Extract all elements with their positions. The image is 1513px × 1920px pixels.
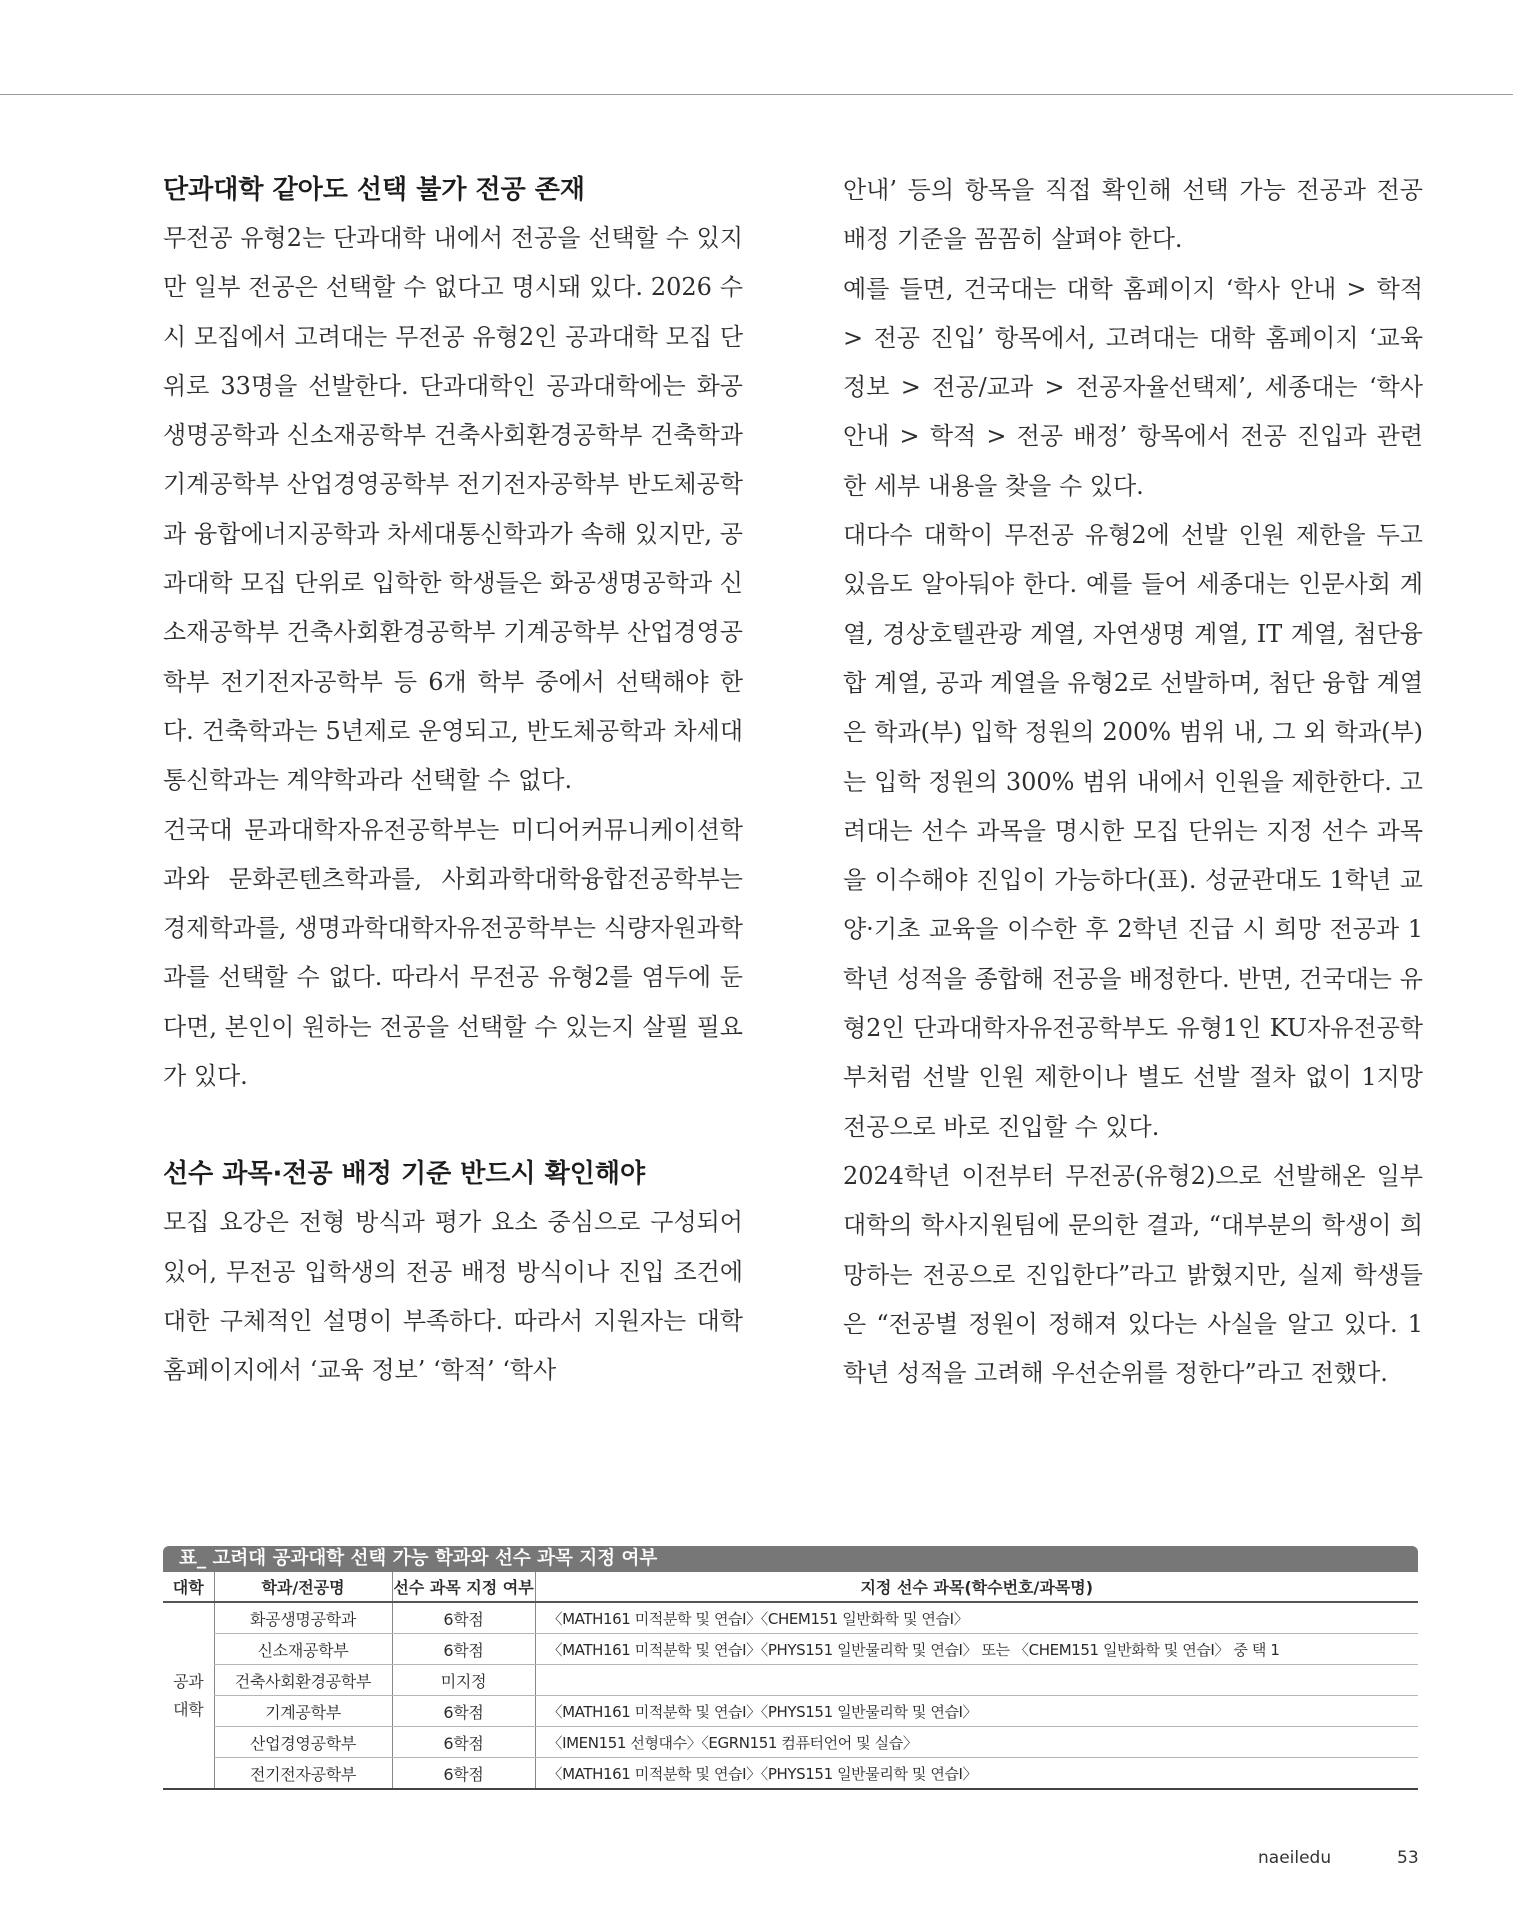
designation-cell: 6학점 — [392, 1696, 535, 1727]
table-row — [163, 1602, 1418, 1634]
top-divider — [0, 94, 1513, 95]
section-gap — [163, 1101, 743, 1150]
page-number: 53 — [1397, 1848, 1419, 1868]
dept-cell: 신소재공학부 — [214, 1634, 392, 1665]
paragraph: 2024학년 이전부터 무전공(유형2)으로 선발해온 일부 대학의 학사지원팀에 문의한 결과, “대부분의 학생이 희망하는 전공으로 진입한다”라고 밝혔지만, 실제 학생들은 “전공별 정원이 정해져 있다는 사실을 알고 있다. 1학년 성적을 고려해 우선순위를 정한다”라고 전했다. — [843, 1161, 1423, 1388]
designation-cell: 6학점 — [392, 1634, 535, 1665]
designation-cell: 6학점 — [392, 1758, 535, 1790]
table-row — [163, 1696, 1418, 1727]
table-row — [163, 1665, 1418, 1696]
table-row — [163, 1758, 1418, 1790]
paragraph: 예를 들면, 건국대는 대학 홈페이지 ‘학사 안내 > 학적 > 전공 진입’ 항목에서, 고려대는 대학 홈페이지 ‘교육 정보 > 전공/교과 > 전공자율선택제’, 세종대는 ‘학사 안내 > 학적 > 전공 배정’ 항목에서 전공 진입과 관련한 세부 내용을 찾을 수 있다. — [843, 274, 1423, 500]
courses-cell: 〈MATH161 미적분학 및 연습Ⅰ〉〈CHEM151 일반화학 및 연습Ⅰ〉 — [535, 1602, 1418, 1634]
paragraph: 안내’ 등의 항목을 직접 확인해 선택 가능 전공과 전공 배정 기준을 꼼꼼히 살펴야 한다. — [843, 176, 1423, 254]
right-column — [843, 166, 1423, 1398]
header-college: 대학 — [163, 1572, 214, 1602]
designation-cell: 6학점 — [392, 1602, 535, 1634]
dept-cell: 건축사회환경공학부 — [214, 1665, 392, 1696]
section-heading-2: 선수 과목·전공 배정 기준 반드시 확인해야 — [163, 1159, 646, 1190]
college-cell: 공과 대학 — [173, 1671, 204, 1719]
courses-cell: 〈MATH161 미적분학 및 연습Ⅰ〉〈PHYS151 일반물리학 및 연습Ⅰ〉 — [535, 1758, 1418, 1790]
designation-cell: 6학점 — [392, 1727, 535, 1758]
table-row — [163, 1727, 1418, 1758]
header-designation: 선수 과목 지정 여부 — [392, 1572, 535, 1602]
course-table-figure — [163, 1546, 1418, 1790]
paragraph: 무전공 유형2는 단과대학 내에서 전공을 선택할 수 있지만 일부 전공은 선택할 수 없다고 명시돼 있다. 2026 수시 모집에서 고려대는 무전공 유형2인 공과대학 모집 단위로 33명을 선발한다. 단과대학인 공과대학에는 화공생명공학과 신소재공학부 건축사회환경공학부 건축학과 기계공학부 산업경영공학부 전기전자공학부 반도체공학과 융합에너지공학과 차세대통신학과가 속해 있지만, 공과대학 모집 단위로 입학한 학생들은 화공생명공학과 신소재공학부 건축사회환경공학부 기계공학부 산업경영공학부 전기전자공학부 등 6개 학부 중에서 선택해야 한다. 건축학과는 5년제로 운영되고, 반도체공학과 차세대통신학과는 계약학과라 선택할 수 없다. — [163, 224, 743, 795]
dept-cell: 화공생명공학과 — [214, 1602, 392, 1634]
courses-cell: 〈MATH161 미적분학 및 연습Ⅰ〉〈PHYS151 일반물리학 및 연습Ⅰ〉 또는 〈CHEM151 일반화학 및 연습Ⅰ〉 중 택 1 — [535, 1634, 1418, 1665]
dept-cell: 기계공학부 — [214, 1696, 392, 1727]
left-column — [163, 166, 743, 1396]
table-caption: 표_ 고려대 공과대학 선택 가능 학과와 선수 과목 지정 여부 — [163, 1546, 1418, 1572]
header-courses: 지정 선수 과목(학수번호/과목명) — [535, 1572, 1418, 1602]
courses-cell — [535, 1665, 1418, 1696]
dept-cell: 산업경영공학부 — [214, 1727, 392, 1758]
header-department: 학과/전공명 — [214, 1572, 392, 1602]
paragraph: 모집 요강은 전형 방식과 평가 요소 중심으로 구성되어 있어, 무전공 입학생의 전공 배정 방식이나 진입 조건에 대한 구체적인 설명이 부족하다. 따라서 지원자는 대학 홈페이지에서 ‘교육 정보’ ‘학적’ ‘학사 — [163, 1208, 743, 1385]
table-header-row — [163, 1572, 1418, 1602]
courses-cell: 〈MATH161 미적분학 및 연습Ⅰ〉〈PHYS151 일반물리학 및 연습Ⅰ〉 — [535, 1696, 1418, 1727]
table-row — [163, 1634, 1418, 1665]
designation-cell: 미지정 — [392, 1665, 535, 1696]
dept-cell: 전기전자공학부 — [214, 1758, 392, 1790]
courses-cell: 〈IMEN151 선형대수〉〈EGRN151 컴퓨터언어 및 실습〉 — [535, 1727, 1418, 1758]
course-table — [163, 1572, 1418, 1790]
footer-brand: naeiledu — [1258, 1848, 1332, 1868]
paragraph: 대다수 대학이 무전공 유형2에 선발 인원 제한을 두고 있음도 알아둬야 한다. 예를 들어 세종대는 인문사회 계열, 경상호텔관광 계열, 자연생명 계열, IT 계열, 첨단융합 계열, 공과 계열을 유형2로 선발하며, 첨단 융합 계열은 학과(부) 입학 정원의 200% 범위 내, 그 외 학과(부)는 입학 정원의 300% 범위 내에서 인원을 제한한다. 고려대는 선수 과목을 명시한 모집 단위는 지정 선수 과목을 이수해야 진입이 가능하다(표). 성균관대도 1학년 교양·기초 교육을 이수한 후 2학년 진급 시 희망 전공과 1학년 성적을 종합해 전공을 배정한다. 반면, 건국대는 유형2인 단과대학자유전공학부도 유형1인 KU자유전공학부처럼 선발 인원 제한이나 별도 선발 절차 없이 1지망 전공으로 바로 진입할 수 있다. — [843, 521, 1423, 1141]
paragraph: 건국대 문과대학자유전공학부는 미디어커뮤니케이션학과와 문화콘텐츠학과를, 사회과학대학융합전공학부는 경제학과를, 생명과학대학자유전공학부는 식량자원과학과를 선택할 수 없다. 따라서 무전공 유형2를 염두에 둔다면, 본인이 원하는 전공을 선택할 수 있는지 살필 필요가 있다. — [163, 815, 743, 1091]
section-heading-1: 단과대학 같아도 선택 불가 전공 존재 — [163, 175, 585, 205]
